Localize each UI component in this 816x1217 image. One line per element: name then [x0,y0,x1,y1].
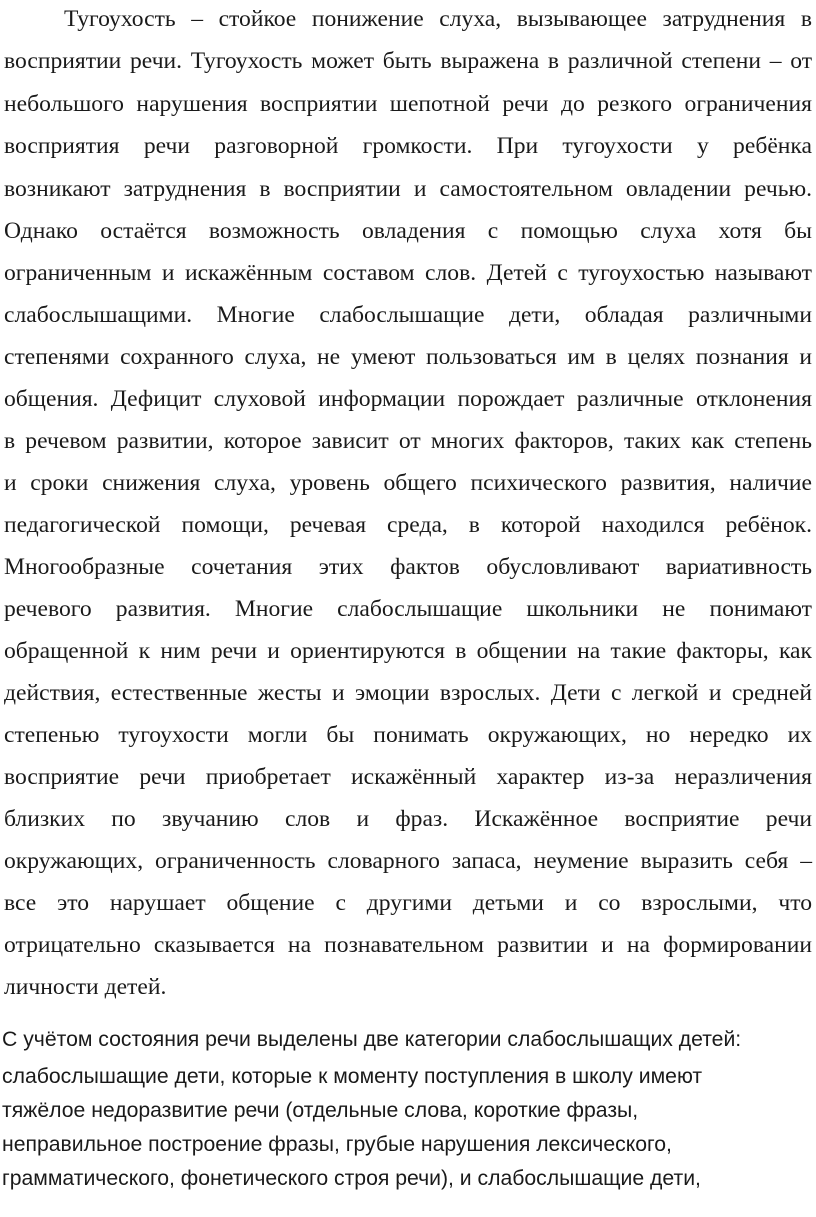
text-line: общения. Дефицит слуховой информации порождает различные отклонения [4,386,812,412]
text-line: окружающих, ограниченность словарного запаса, неумение выразить себя – [4,848,812,874]
text-line: обращенной к ним речи и ориентируются в общении на такие факторы, как [4,638,812,664]
text-line: восприятии речи. Тугоухость может быть выражена в различной степени – от [4,48,812,74]
text-line: степенью тугоухости могли бы понимать окружающих, но нередко их [4,722,812,748]
text-line: близких по звучанию слов и фраз. Искажённое восприятие речи [4,806,812,832]
text-line: восприятия речи разговорной громкости. При тугоухости у ребёнка [4,133,812,159]
text-line: восприятие речи приобретает искажённый характер из-за неразличения [4,764,812,790]
text-line: слабослышащими. Многие слабослышащие дети, обладая различными [4,302,812,328]
text-line: Многообразные сочетания этих фактов обусловливают вариативность [4,554,812,580]
text-line: слабослышащие дети, которые к моменту поступления в школу имеют [2,1065,703,1088]
text-line: и сроки снижения слуха, уровень общего психического развития, наличие [4,470,812,496]
text-line: небольшого нарушения восприятии шепотной речи до резкого ограничения [4,91,812,117]
text-line: речевого развития. Многие слабослышащие школьники не понимают [4,596,812,622]
text-line: Однако остаётся возможность овладения с помощью слуха хотя бы [4,218,812,244]
text-line: все это нарушает общение с другими детьми и со взрослыми, что [4,890,812,916]
text-line: возникают затруднения в восприятии и самостоятельном овладении речью. [4,176,812,202]
text-line: неправильное построение фразы, грубые нарушения лексического, [2,1133,672,1156]
text-line: грамматического, фонетического строя речи), и слабослышащие дети, [2,1167,701,1190]
text-line: тяжёлое недоразвитие речи (отдельные слова, короткие фразы, [2,1099,639,1122]
text-line: личности детей. [4,974,167,1000]
text-line: С учётом состояния речи выделены две категории слабослышащих детей: [2,1028,742,1051]
text-line: действия, естественные жесты и эмоции взрослых. Дети с легкой и средней [4,680,812,706]
text-line: ограниченным и искажённым составом слов. Детей с тугоухостью называют [4,260,812,286]
text-line: степенями сохранного слуха, не умеют пользоваться им в целях познания и [4,344,812,370]
text-line: Тугоухость – стойкое понижение слуха, вызывающее затруднения в [64,6,812,32]
text-line: в речевом развитии, которое зависит от многих факторов, таких как степень [4,428,812,454]
text-line: отрицательно сказывается на познавательном развитии и на формировании [4,932,812,958]
text-line: педагогической помощи, речевая среда, в которой находился ребёнок. [4,512,812,538]
